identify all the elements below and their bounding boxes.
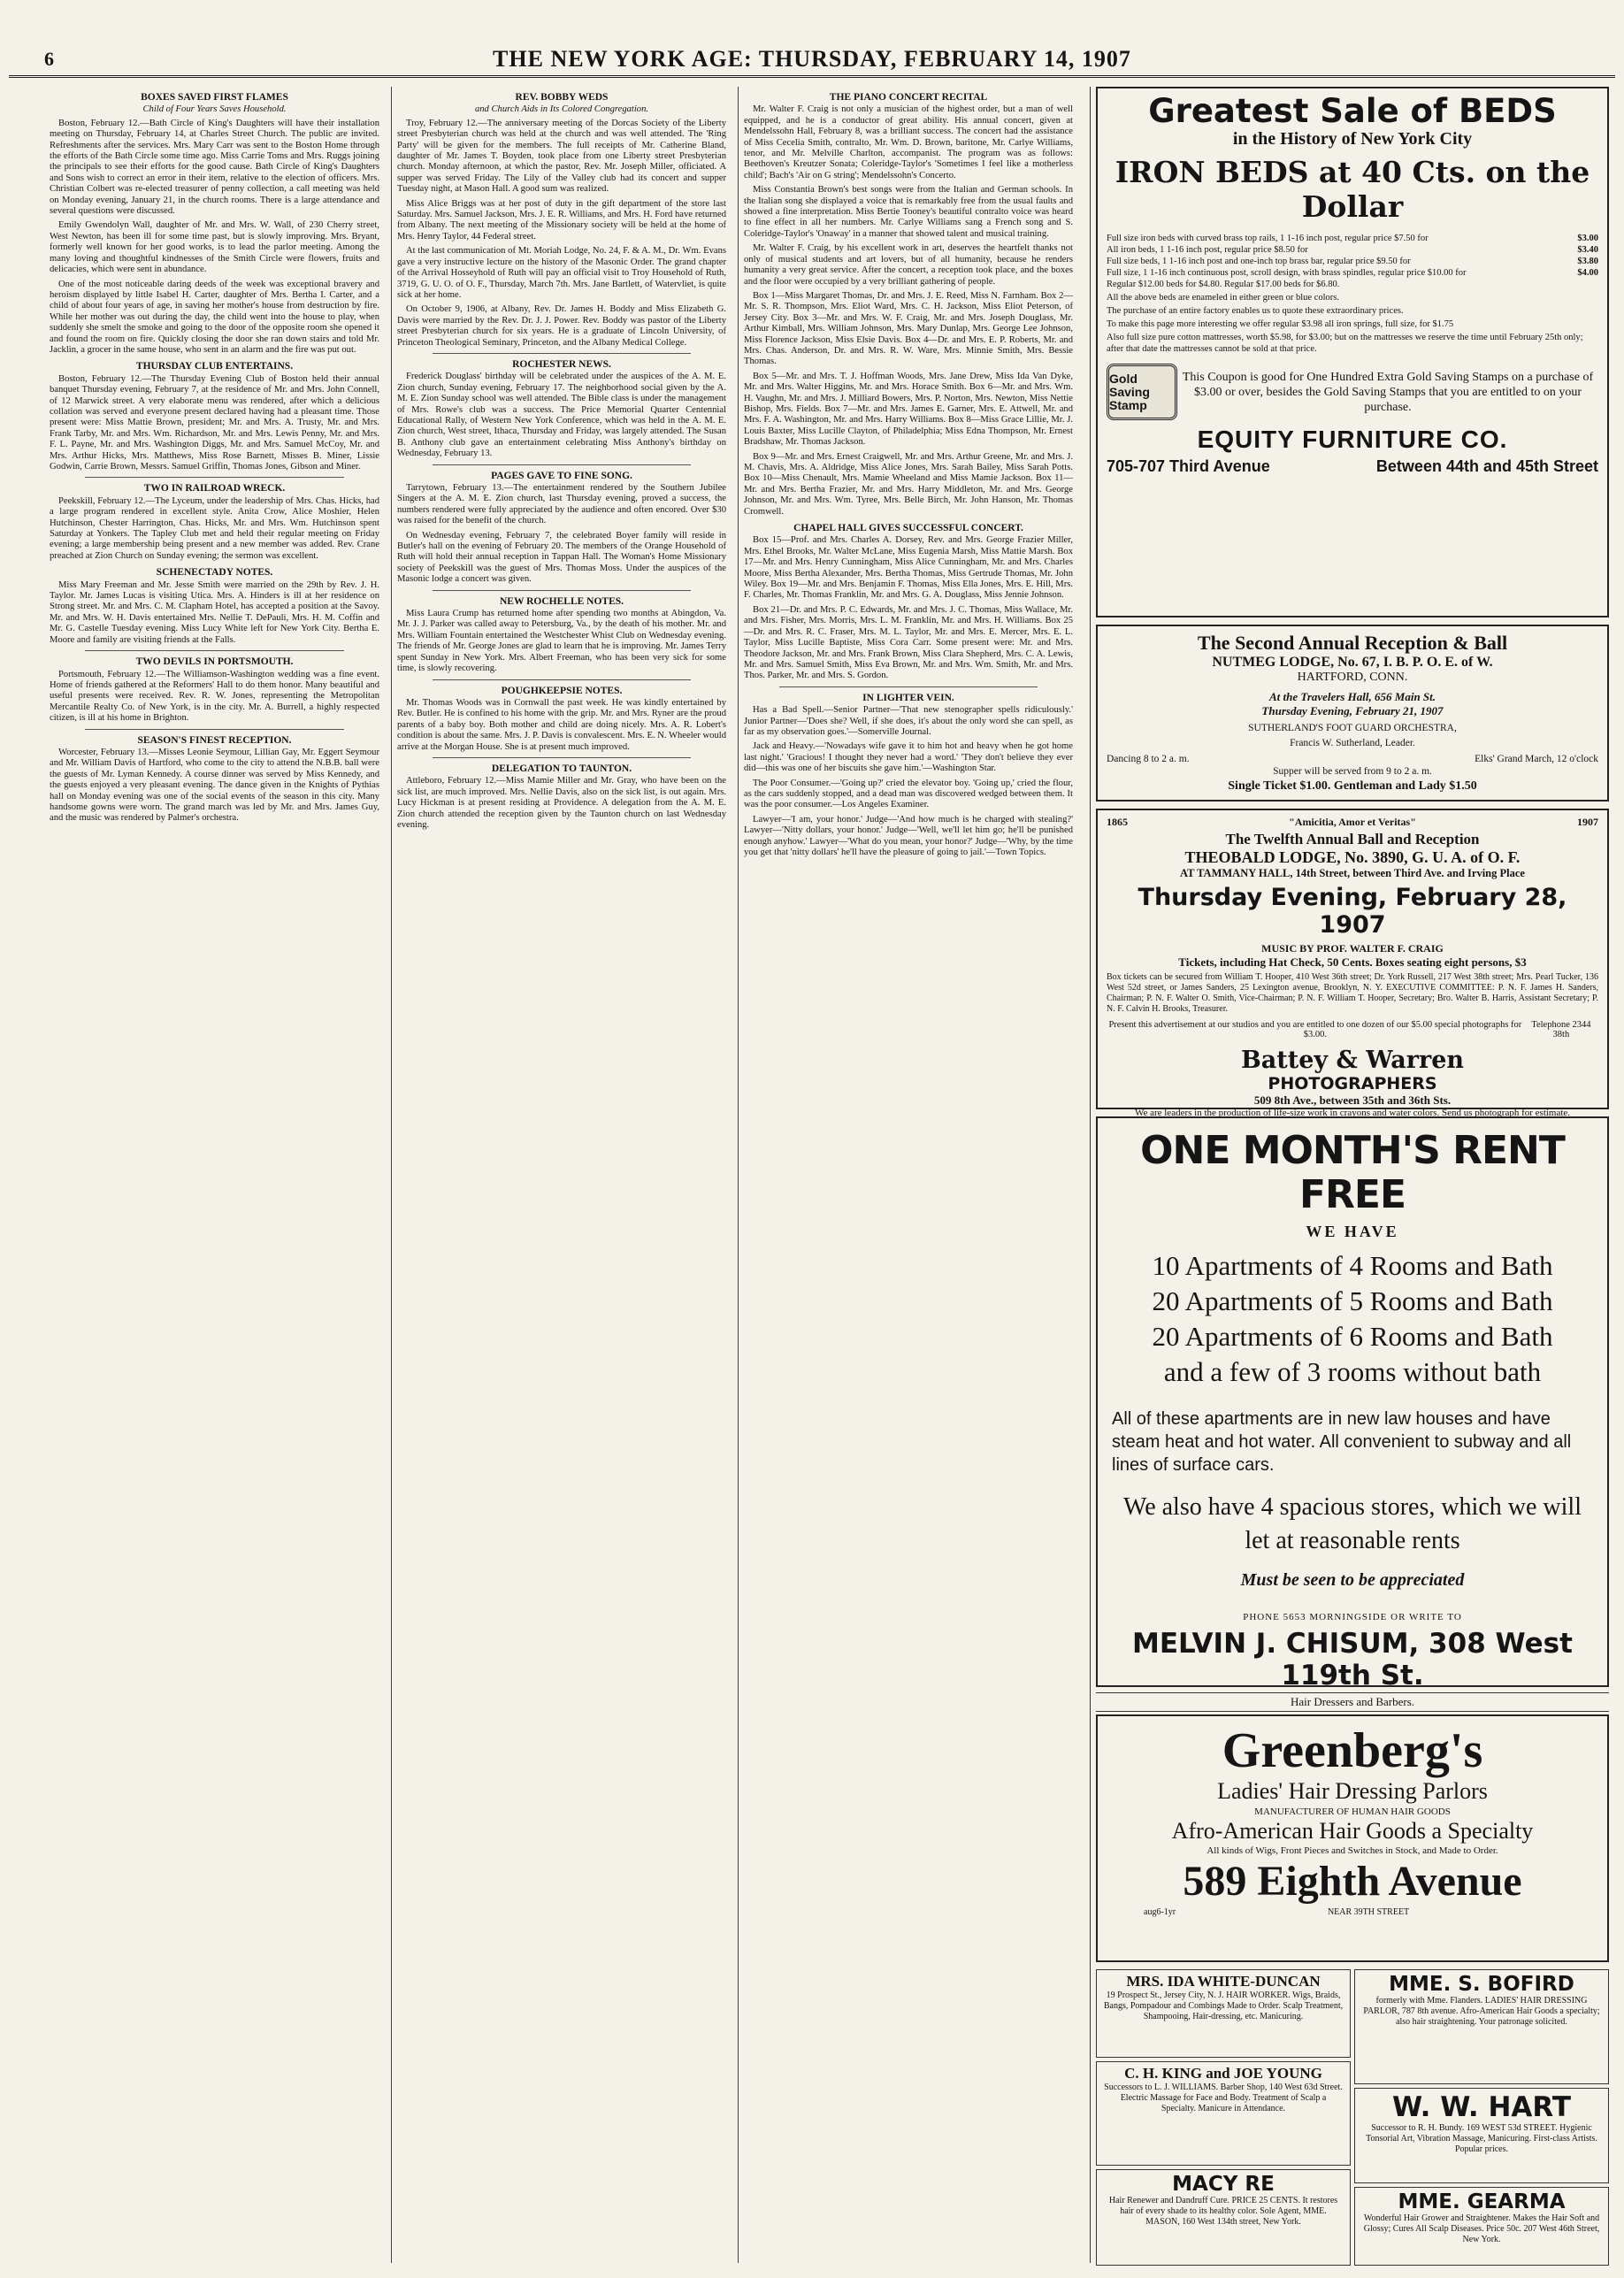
divider [433, 757, 691, 758]
venue: AT TAMMANY HALL, 14th Street, between Third Ave. and Irving Place [1180, 867, 1525, 879]
supper: Supper will be served from 9 to 2 a. m. [1273, 766, 1432, 777]
headline: TWO IN RAILROAD WRECK. [143, 483, 286, 495]
event-date: Thursday Evening, February 21, 1907 [1261, 704, 1444, 717]
paragraph: Mr. Walter F. Craig is not only a musician of the highest order, but a man of well equipped, and he is a conductor of great ability. His annual concert, given at Mendelssohn Hall, February 8, was a brilliant success. The concert had the assistance of Miss Cecelia Smith, contralto, Mr. Wm. D. Brown, baritone, Mr. Carlye Williams, tenor, and Mr. Melville Charlton, accompanist. The program was as follows: Beethoven's Kreutzer Sonata; Coleridge-Taylor's 'Sometimes I feel like a motherless child'; Bach's 'Air on G string'; Mendelssohn's Concerto. [744, 104, 1073, 180]
price-line: All iron beds, 1 1-16 inch post, regular price $8.50 for $3.40 [1107, 245, 1598, 255]
paragraph: Miss Laura Crump has returned home after spending two months at Abingdon, Va. Mr. J. J. Parker was called away to Petersburg, Va., by the death of his mother. Mr. and Mrs. William Fountain entertained the Westchester Whist Club on Wednesday evening. The friends of Mr. George Jones are glad to learn that he is improving. Mr. James Terry spent Sunday in New York. Mrs. Albert Freeman, who has been very sick for some time, is slowly recovering. [397, 609, 726, 674]
ticket-prices: Single Ticket $1.00. Gentleman and Lady $1.50 [1228, 779, 1477, 793]
subhead: and Church Aids in Its Colored Congregation. [474, 104, 649, 115]
column-1 [44, 87, 385, 2263]
ad-subheadline: in the History of New York City [1232, 129, 1473, 149]
must-be-seen: Must be seen to be appreciated [1240, 1570, 1465, 1590]
lodge-motto-row: 1865 "Amicitia, Amor et Veritas" 1907 [1107, 816, 1598, 828]
dance-times: Dancing 8 to 2 a. m. Elks' Grand March, 12 o'clock [1107, 754, 1598, 764]
paragraph: Boston, February 12.—Bath Circle of King's Daughters will have their installation meeting on Thursday, February 14, at Charles Street Church. The public are invited. Refreshments after the services. Mrs. Mary Carr was sent to the Boston Home through the efforts of the Bath Circle some time ago. Miss Carrie Toms and Mrs. Ruggs joining the principals to see their efforts for the good cause. Bath Circle of King's Daughters and Sons wish to correct an error in their item, relative to the election of officers. Mrs. Christian Colbert was re-elected treasurer of penny collection, a call meeting was held on Monday evening, January 21, in the church rooms. There is a large attendance and several questions were discussed. [50, 118, 379, 217]
newspaper-title: THE NEW YORK AGE: THURSDAY, FEBRUARY 14, 1907 [493, 46, 1131, 72]
paragraph: Attleboro, February 12.—Miss Mamie Miller and Mr. Gray, who have been on the sick list, are much improved. Mrs. Nellie Davis, also on the sick list, is out again. Mrs. Lucy Hickman is at present residing at Providence. A delegation from the A. M. E. Zion church attended the reception given by the Taunton church on last Wednesday evening. [397, 776, 726, 830]
paragraph: At the last communication of Mt. Moriah Lodge, No. 24, F. & A. M., Dr. Wm. Evans gave a very instructive lecture on the history of the Masonic Order. The grand chapter of the Arrival Hosseyhold of Ruth will pay an official visit to Troy Household of Ruth, 3719, G. U. O. of O. F., Thursday, March 7th. Mrs. Jane Bartlett, of Watervliet, is quite sick at her home. [397, 246, 726, 300]
divider [433, 353, 691, 354]
ad-note: To make this page more interesting we offer regular $3.98 all iron springs, full size, for $1.75 [1107, 319, 1454, 329]
paragraph: Box 5—Mr. and Mrs. T. J. Hoffman Woods, Mrs. Jane Drew, Miss Ida Van Dyke, Mr. and Mrs. Walter Higgins, Mr. and Mrs. Horace Smith. Box 6—Mr. and Mrs. Wm. H. Vaughn, Mr. and Mrs. J. Milliard Bowers, Mrs. P. Norton, Mrs. Newton, Miss Nettie Bishop, Mrs. Fields. Box 7—Mr. and Mrs. James E. Garner, Mrs. E. Attwell, Mr. and Mrs. F. A. Washington, Mr. and Mrs. Harry Williams. Box 8—Miss Grace Lillie, Mr. J. Louis Baxter, Miss Lucille Clayton, of Philadelphia; Miss Edna Thompson, Mr. Ernest Bradshaw, Mr. Thomas Jackson. [744, 371, 1073, 448]
tickets: Tickets, including Hat Check, 50 Cents. Boxes seating eight persons, $3 [1178, 955, 1527, 969]
small-ads-grid [1096, 1969, 1609, 2266]
music: MUSIC BY PROF. WALTER F. CRAIG [1261, 942, 1444, 955]
paragraph: Box 9—Mr. and Mrs. Ernest Craigwell, Mr. and Mrs. Arthur Greene, Mr. and Mrs. J. M. Chavis, Mrs. A. Aldridge, Miss Alice Jones, Mrs. Sarah Bailey, Miss Sarah Potts. Box 10—Miss Chenault, Mrs. Mamie Wheeland and Miss Mamie Jackson. Box 11—Mr. and Mrs. Bertha Frazier, Mr. and Mrs. Harry Middleton, Mr. and Mrs. George Johnson, Mr. and Mrs. Wm. Tyree, Mrs. Belle Birch, Mr. John Hanson, Mr. Thomas Cromwell. [744, 451, 1073, 517]
paragraph: Tarrytown, February 13.—The entertainment rendered by the Southern Jubilee Singers at the A. M. E. Zion church, last Thursday evening, proved a success, the numbers rendered were fully appreciated by the audience and often encored. Over $30 was raised for the benefit of the church. [397, 483, 726, 526]
firm-name: EQUITY FURNITURE CO. [1197, 426, 1508, 453]
headline: TWO DEVILS IN PORTSMOUTH. [135, 656, 294, 668]
ad-headline: ONE MONTH'S RENT FREE [1140, 1128, 1565, 1217]
page-number: 6 [44, 48, 54, 70]
venue: At the Travelers Hall, 656 Main St. [1268, 690, 1436, 703]
studio-address: 509 8th Ave., between 35th and 36th Sts. [1253, 1093, 1452, 1107]
paragraph: Peekskill, February 12.—The Lyceum, under the leadership of Mrs. Chas. Hicks, had a large program rendered in excellent style. Anita Crow, Alice Moshier, Helen Hutchinson, Chester Harrington, Chas. Hicks, Mr. and Mrs. Wm. Hutchinson spent Saturday at Yonkers. The Tapley Club met and held their regular meeting on Friday evening; a large membership being present and a new member was added. Rev. Crane preached at Zion Church on Sunday evening; the sermon was excellent. [50, 495, 379, 561]
headline: SEASON'S FINEST RECEPTION. [137, 734, 292, 746]
ad-headline: Greatest Sale of BEDS [1148, 92, 1557, 130]
studio-type: PHOTOGRAPHERS [1268, 1074, 1437, 1093]
leader: Francis W. Sutherland, Leader. [1290, 738, 1415, 748]
phone-line: PHONE 5653 MORNINGSIDE OR WRITE TO [1243, 1612, 1462, 1622]
paragraph: Worcester, February 13.—Misses Leonie Seymour, Lillian Gay, Mr. Eggert Seymour and Mr. William Davis of Hartford, who come to the city to attend the N.B.B. ball were the guests of Mr. Lyman Kennedy. A course dinner was served by Miss Kennedy, and the guests enjoyed a very pleasant evening. The dance given in the Knights of Pythias hall on Monday evening was one of the social events of the season in this city. Many handsome gowns were worn. The grand march was led by Mr. and Mrs. James Guy, and the music was rendered by Palmer's orchestra. [50, 747, 379, 824]
headline: REV. BOBBY WEDS [515, 92, 609, 103]
apartment-line: and a few of 3 rooms without bath [1163, 1356, 1542, 1387]
we-have: WE HAVE [1306, 1223, 1399, 1240]
greenberg-advertisement [1096, 1714, 1609, 1962]
apartment-line: 10 Apartments of 4 Rooms and Bath [1152, 1250, 1553, 1281]
small-ad: W. W. HART Successor to R. H. Bundy. 169 WEST 53d STREET. Hygienic Tonsorial Art, Vibration Massage, Manicuring. First-class Artists. Popular prices. [1354, 2088, 1609, 2183]
headline: THE PIANO CONCERT RECITAL [829, 92, 988, 103]
studio-name: Battey & Warren [1240, 1047, 1465, 1074]
promo-row: Present this advertisement at our studios and you are entitled to one dozen of our $5.00 special photographs for $3.00. Telephone 2344 38th [1108, 1020, 1591, 1039]
paragraph: Emily Gwendolyn Wall, daughter of Mr. and Mrs. W. Wall, of 230 Cherry street, West Newton, has been ill for some time past, but is slowly improving. Mrs. Bryant, formerly well known for her good works, is to lead the parlor meeting. Among the many loving and thoughtful kindnesses of the Smith Circle were flowers, fruits and delicacies, which were sent in abundance. [50, 220, 379, 275]
column-3 [738, 87, 1078, 2263]
paragraph: Box 1—Miss Margaret Thomas, Dr. and Mrs. J. E. Reed, Miss N. Farnham. Box 2—Mr. S. R. Thompson, Mrs. Eliot Ward, Mrs. C. H. Jackson, Miss Eliot Peterson, of Jersey City. Box 3—Mr. and Mrs. W. F. Craig, Mr. and Mrs. Joseph Douglass, Mr. Arthur Kimball, Mrs. William Johnson, Mrs. Mary Dunlap, Mrs. George Lee Johnson, Miss Florence Jackson, Miss Elsie Davis. Box 4—Dr. and Mrs. E. P. Roberts, Mr. and Mrs. Chas. Anderson, Dr. and Mrs. R. W. Ware, Mrs. Minnie Smith, Mrs. Bessie Thomas. [744, 290, 1073, 367]
divider [779, 686, 1038, 687]
paragraph: Miss Alice Briggs was at her post of duty in the gift department of the store last Saturday. Mrs. Samuel Jackson, Mrs. J. E. R. Williams, and Mrs. H. Ford have returned from Albany. The next meeting of the Missionary society will be held at the home of Mrs. Henry Taylor, 44 Federal street. [397, 198, 726, 242]
paragraph: Troy, February 12.—The anniversary meeting of the Dorcas Society of the Liberty street Presbyterian church was held at the church and was well attended. The 'Ring Party' will be given for the members. The full receipts of Mr. Catherine Bland, daughter of Mr. James T. Boyden, took place from one Liberty street Presbyterian church. Monday afternoon, at which the pastor, Rev. Mr. Joseph Miller, officiated. A supper was served Friday. The Lily of the Valley club had its concert and supper Tuesday night, at Mason Hall. A good sum was realized. [397, 118, 726, 195]
headline: PAGES GAVE TO FINE SONG. [491, 470, 632, 481]
lodge-name: NUTMEG LODGE, No. 67, I. B. P. O. E. of W. [1212, 655, 1493, 670]
address-note: aug6-1yr NEAR 39TH STREET [1144, 1907, 1410, 1917]
headline: CHAPEL HALL GIVES SUCCESSFUL CONCERT. [793, 523, 1023, 534]
apartment-line: 20 Apartments of 6 Rooms and Bath [1152, 1321, 1553, 1352]
studio-note: We are leaders in the production of life-size work in crayons and water colors. Send us photograph for estimate. [1134, 1108, 1571, 1118]
headline: DELEGATION TO TAUNTON. [491, 763, 632, 774]
divider [433, 590, 691, 591]
business-type: Ladies' Hair Dressing Parlors [1217, 1778, 1488, 1804]
headline: ROCHESTER NEWS. [512, 358, 611, 370]
paragraph: On October 9, 1906, at Albany, Rev. Dr. James H. Boddy and Miss Elizabeth G. Davis were married by the Rev. Dr. J. J. Power. Rev. Boddy was pastor of the Liberty street Presbyterian church for six years. He is a graduate of Lincoln University, of Princeton Theological Seminary, Princeton, and the Albany Medical College. [397, 304, 726, 348]
paragraph: Mr. Walter F. Craig, by his excellent work in art, deserves the heartfelt thanks not only of musical students and art lovers, but of all humanity, because he renders humanity a very great service. After the concert, a reception took place, and the boxes and the floor were occupied by a very brilliant gathering of people. [744, 243, 1073, 287]
apartment-line: 20 Apartments of 5 Rooms and Bath [1152, 1285, 1553, 1316]
coupon-text: This Coupon is good for One Hundred Extra Gold Saving Stamps on a purchase of $3.00 or over, besides the Gold Saving Stamps that you are entitled to on your purchase. [1182, 370, 1594, 414]
paragraph: Lawyer—'I am, your honor.' Judge—'And how much is he charged with stealing?' Lawyer—'Nitty dollars, your honor.' Judge—'Well, we'll let him go; he'll be punished enough anyhow.' Lawyer—'What do you mean, your honor?' Judge—'Why, by the time you get that 'nitty dollars' he'll have the pleasure of going to jail.'—Town Topics. [744, 814, 1073, 857]
coupon [1107, 364, 1598, 420]
ad-note: The purchase of an entire factory enables us to quote these extraordinary prices. [1107, 306, 1404, 316]
news-columns [44, 87, 1079, 2263]
ticket-details: Box tickets can be secured from William T. Hooper, 410 West 36th street; Dr. York Russell, 217 West 38th street; Mrs. Pearl Tucker, 136 West 52d street, or James Sanders, 25 Lexington avenue, Brooklyn, N. Y. EXECUTIVE COMMITTEE: P. N. F. James H. Sanders, Chairman; P. N. F. Walter O. Smith, Vice-Chairman; P. N. F. William T. Hooper, Secretary; Bro. Walter B. Harris, Assistant Secretary; P. N. F. Calvin H. Brooks, Treasurer. [1107, 972, 1598, 1014]
headline: THURSDAY CLUB ENTERTAINS. [135, 361, 294, 372]
paragraph: Frederick Douglass' birthday will be celebrated under the auspices of the A. M. E. Zion church, Sunday evening, February 17. The neighborhood social given by the A. M. E. Zion Sunday school was well attended. The Bible class is under the management of Mrs. Rowe's club was a success. The Price Memorial Quarter Centennial Educational Rally, of Western New York Conference, which was held in the A. M. E. Zion church, West street, Ithaca, Thursday and Friday, was largely attended. The Susan B. Anthony club gave an entertainment celebrating Miss Anthony's birthday on Wednesday, February 13. [397, 372, 726, 459]
paragraph: Box 15—Prof. and Mrs. Charles A. Dorsey, Rev. and Mrs. George Frazier Miller, Mrs. Ethel Brooks, Mr. Walter McLane, Miss Eugenia Marsh, Miss Mattie Marsh. Box 17—Mr. and Mrs. Henry Cunningham, Miss Alice Cunningham, Mr. and Mrs. Charles Moore, Miss Bertha Alexander, Mrs. Bertha Thomas, Miss Gertrude Thomas, Mr. John Wiley. Box 19—Mr. and Mrs. Benjamin F. Thomas, Miss Ella Jones, Mrs. E. Hill, Mrs. F. Charles, Mr. Thomas Franklin, Mr. and Mrs. G. A. Douglass, Miss Jennie Johnson. [744, 535, 1073, 601]
advertisement-column [1090, 87, 1615, 2263]
stores-offer: We also have 4 spacious stores, which we will let at reasonable rents [1123, 1493, 1582, 1554]
paragraph: Has a Bad Spell.—Senior Partner—'That new stenographer spells ridiculously.' Junior Partner—'Does she? Well, if she does, it's about the only word she can spell, as far as my observation goes.'—Somerville Journal. [744, 705, 1073, 737]
paragraph: Miss Mary Freeman and Mr. Jesse Smith were married on the 29th by Rev. J. H. Taylor. Mr. James Lucas is visiting Utica. Mrs. A. Hinders is ill at her residence on Strong street. Mr. and Mrs. C. M. Clapham Hotel, has accepted a position at the Savoy. Mr. and Mrs. W. H. Davis entertained Mrs. Nellie T. DePauli, Mrs. H. M. Coffin and Mr. G. Castelle Tuesday evening. Miss Lucy White left for New York City. Bertha E. Moore and family are visiting friends at the Falls. [50, 579, 379, 645]
ad-note: All the above beds are enameled in either green or blue colors. [1107, 293, 1339, 303]
ad-headline: The Twelfth Annual Ball and Reception [1225, 831, 1480, 848]
divider [433, 679, 691, 680]
ad-note: Also full size pure cotton mattresses, worth $5.98, for $3.00; but on the mattresses we reserve the time until February 25th only; after that date the mattresses cannot be sold at that price. [1107, 333, 1583, 354]
subhead: Child of Four Years Saves Household. [142, 104, 287, 115]
paragraph: Portsmouth, February 12.—The Williamson-Washington wedding was a fine event. Home of friends gathered at the Reformers' Hall to do them honor. Many beautiful and useful presents were received. Rev. R. W. Jones, representing the Metropolitan Mercantile Realty Co. of New York, is in the city. Mr. A. Burrell, a highly respected citizen, is ill at his home in Brighton. [50, 669, 379, 724]
price-line: Full size, 1 1-16 inch continuous post, scroll design, with brass spindles, regular price $10.00 for $4.00 [1107, 268, 1598, 278]
agent-name: MELVIN J. CHISUM, 308 West 119th St. [1132, 1628, 1573, 1691]
small-ad: MACY RE Hair Renewer and Dandruff Cure. PRICE 25 CENTS. It restores hair of every shade to its healthy color. Sole Agent, MME. MASON, 160 West 134th street, New York. [1096, 2169, 1351, 2266]
price-line: Full size iron beds with curved brass top rails, 1 1-16 inch post, regular price $7.50 for $3.00 [1107, 234, 1598, 243]
divider [85, 729, 344, 730]
specialty: Afro-American Hair Goods a Specialty [1171, 1818, 1534, 1844]
rent-description: All of these apartments are in new law houses and have steam heat and hot water. All convenient to subway and all lines of surface cars. [1112, 1409, 1572, 1475]
divider [433, 464, 691, 465]
firm-address: 705-707 Third Avenue Between 44th and 45th Street [1107, 457, 1598, 475]
business-address: 589 Eighth Avenue [1183, 1858, 1522, 1905]
paragraph: Box 21—Dr. and Mrs. P. C. Edwards, Mr. and Mrs. J. C. Thomas, Miss Wallace, Mr. and Mrs. Fisher, Mrs. Morris, Mrs. L. M. Franklin, Mr. and Mrs. H. Williams. Box 25—Dr. and Mrs. R. C. Fraser, Mrs. M. L. Taylor, Mr. and Mrs. E. Mercer, Mrs. E. L. Taylor, Miss Lucille Baptiste, Miss Cora Carr. Some present were: Mr. and Mrs. Theodore Jackson, Mr. and Mrs. Frank Brown, Miss Clara Shepherd, Mrs. C. A. Lewis, Mr. and Mrs. Samuel Smith, Miss Eva Brown, Mr. and Mrs. Wm. Smith, Mr. and Mrs. Thos. Parker, Mr. and Mrs. S. Gordon. [744, 604, 1073, 681]
paragraph: Jack and Heavy.—'Nowadays wife gave it to him hot and heavy when he got home last night.' 'Gracious! I thought they never had a word.' 'They don't believe they ever did—this was one of her biscuits she gave him.'—Washington Star. [744, 741, 1073, 774]
beds-advertisement [1096, 87, 1609, 617]
theobald-ball-advertisement [1096, 809, 1609, 1118]
small-ad: MRS. IDA WHITE-DUNCAN 19 Prospect St., Jersey City, N. J. HAIR WORKER. Wigs, Braids, Bangs, Pompadour and Combings Made to Order. Scalp Treatment, Shampooing, Hair-dressing, etc. Manicuring. [1096, 1969, 1351, 2058]
small-ad: MME. S. BOFIRD formerly with Mme. Flanders. LADIES' HAIR DRESSING PARLOR, 787 8th avenue. Afro-American Hair Goods a specialty; also hair straightening. Your patronage solicited. [1354, 1969, 1609, 2084]
section-title: Hair Dressers and Barbers. [1096, 1692, 1609, 1712]
small-ad: MME. GEARMA Wonderful Hair Grower and Straightener. Makes the Hair Soft and Glossy; Cures All Scalp Diseases. Price 50c. 207 West 46th Street, New York. [1354, 2187, 1609, 2266]
business-name: Greenberg's [1222, 1723, 1483, 1778]
price-line: Regular $12.00 beds for $4.80. Regular $17.00 beds for $6.80. [1107, 280, 1340, 289]
event-date: Thursday Evening, February 28, 1907 [1138, 884, 1567, 939]
paragraph: On Wednesday evening, February 7, the celebrated Boyer family will reside in Butler's hall on the evening of February 20. The members of the Orange Household of Ruth will hold their annual reception in Tappan Hall. The Woman's Home Missionary society of Peekskill was the guest of Mrs. Thomas Moss. Under the auspices of the Masonic lodge a concert was given. [397, 530, 726, 585]
headline: POUGHKEEPSIE NOTES. [501, 685, 623, 696]
newspaper-page [9, 27, 1615, 2269]
column-2 [391, 87, 732, 2263]
maker-line: MANUFACTURER OF HUMAN HAIR GOODS [1254, 1806, 1451, 1817]
paragraph: Boston, February 12.—The Thursday Evening Club of Boston held their annual banquet Thursday evening, February 7, at the residence of Mr. and Mrs. John Connell, of 12 Marwick street. A very elaborate menu was rendered, after which a delicious collation was served and everyone present declared having had a pleasant time. Those present were: Miss Mattie Brown, president; Mr. and Mrs. A. Trusty, Mr. and Mrs. Frank Tarby, Mr. and Mrs. Wm. Richardson, Mr. and Mrs. Lewis Penny, Mr. and Mrs. F. L. Payne, Mr. and Mrs. Washington Diggs, Mr. and Mrs. Samuel McCoy, Mr. and Mrs. Arthur Hicks, Mrs. Matthews, Miss Rose Barnett, Misses B. Miner, Lissie Godwin, Carrie Brown, Messrs. Samuel Griffin, Thomas Jones, Gibson and Miner. [50, 373, 379, 472]
paragraph: Mr. Thomas Woods was in Cornwall the past week. He was kindly entertained by Rev. Butler. He is confined to his home with the grip. Mr. and Mrs. Ryner are the proud parents of a baby boy. Both mother and child are doing nicely. Mrs. A. R. Lobert's condition is about the same. Mrs. J. P. Davis is convalescent. Mrs. E. N. Wheeler would arrive at the Morgan House. She is at present much improved. [397, 697, 726, 752]
masthead [9, 27, 1615, 78]
headline: NEW ROCHELLE NOTES. [499, 595, 624, 607]
orchestra: SUTHERLAND'S FOOT GUARD ORCHESTRA, [1248, 723, 1457, 733]
ad-offer: IRON BEDS at 40 Cts. on the Dollar [1115, 155, 1590, 224]
gold-stamp-icon: Gold Saving Stamp [1107, 364, 1177, 420]
headline: SCHENECTADY NOTES. [156, 567, 273, 579]
headline: BOXES SAVED FIRST FLAMES [141, 92, 288, 103]
headline: IN LIGHTER VEIN. [862, 692, 954, 703]
rent-free-advertisement [1096, 1116, 1609, 1691]
paragraph: The Poor Consumer.—'Going up?' cried the elevator boy. 'Going up,' cried the flour, as the cars suddenly stopped, and a dead man was discovered wedged between them. It was the poor consumer.—Los Angeles Examiner. [744, 778, 1073, 810]
stock-line: All kinds of Wigs, Front Pieces and Switches in Stock, and Made to Order. [1207, 1845, 1498, 1856]
price-line: Full size beds, 1 1-16 inch post and one-inch top brass bar, regular price $9.50 for $3.80 [1107, 257, 1598, 266]
divider [85, 477, 344, 478]
paragraph: One of the most noticeable daring deeds of the week was exceptional bravery and heroism displayed by little Isabel H. Carter, daughter of Mrs. Bertha I. Carter, and a child of about four years of age, in saving her mother's house from destruction by fire. While her mother was out during the day, the child went into the house to play, when suddenly she smelt the smoke and going to the door of the opposite room she opened it and found the room on fire. Quickly closing the door she ran down stairs and told Mr. Jacklin, a grocer in the same house, who sent in an alarm and the fire was put out. [50, 279, 379, 355]
paragraph: Miss Constantia Brown's best songs were from the Italian and German schools. In the Italian song she displayed a voice that is remarkably free from the usual faults and showed a fine interpretation. Miss Bertie Tooney's beautiful contralto voice was heard to fine effect in all her numbers. Mr. Carlye Williams sang a French song and S. Coleridge-Taylor's 'Onaway' in a manner that showed talent and musical training. [744, 185, 1073, 239]
small-ad: C. H. KING and JOE YOUNG Successors to L. J. WILLIAMS. Barber Shop, 140 West 63d Street. Electric Massage for Face and Body. Treatment of Scalp a Specialty. Manicure in Attendance. [1096, 2061, 1351, 2166]
ad-headline: The Second Annual Reception & Ball [1197, 632, 1508, 654]
lodge-name: THEOBALD LODGE, No. 3890, G. U. A. of O. F. [1184, 848, 1521, 866]
nutmeg-ball-advertisement [1096, 625, 1609, 802]
city: HARTFORD, CONN. [1297, 671, 1408, 684]
divider [85, 650, 344, 651]
